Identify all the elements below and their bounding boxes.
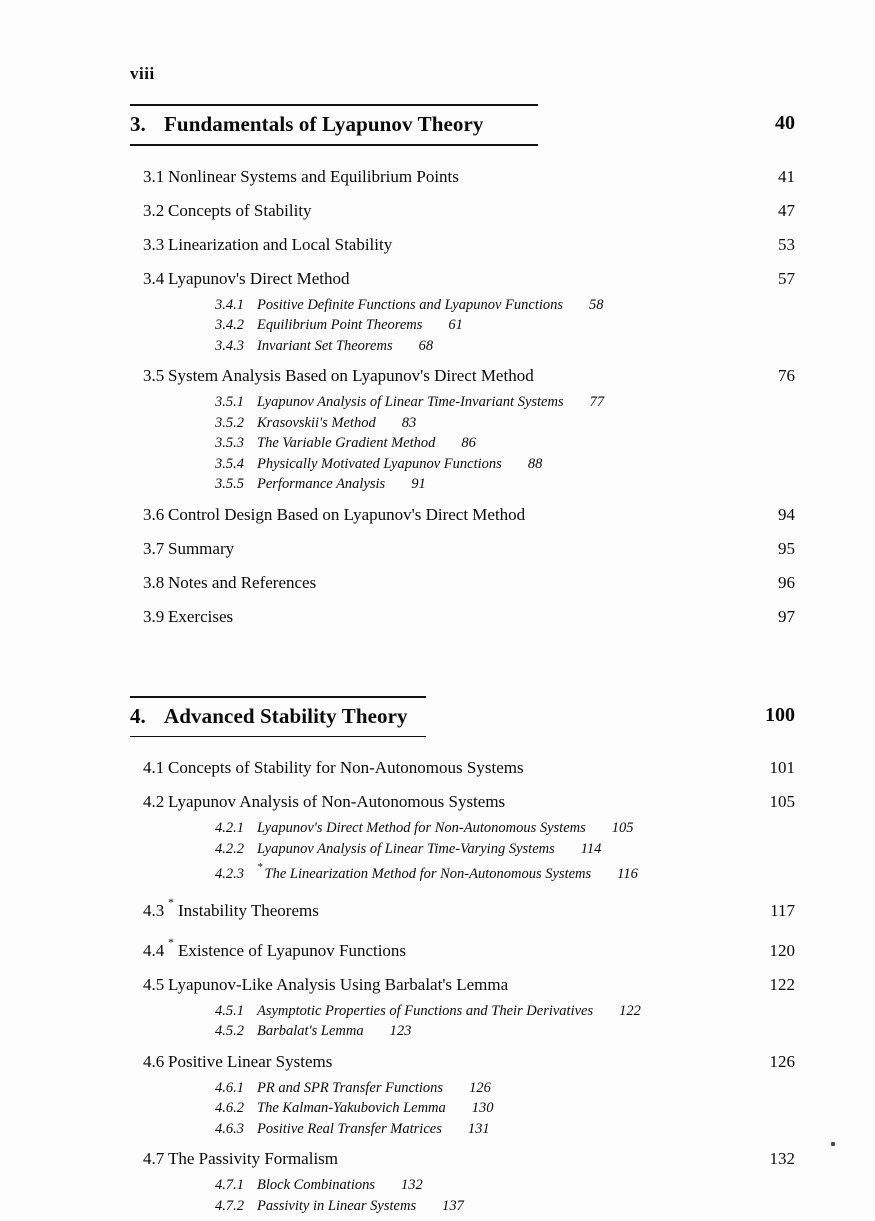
- subsection-number: 4.6.3: [215, 1120, 244, 1137]
- subsection-title-text: Equilibrium Point Theorems: [257, 317, 423, 333]
- chapter-title: Advanced Stability Theory: [164, 703, 408, 728]
- section-number: 4.2: [143, 792, 165, 811]
- subsection-number: 3.4.2: [215, 317, 244, 333]
- toc-subsection-entry[interactable]: [130, 416, 795, 431]
- section-number: 3.9: [143, 606, 165, 626]
- subsection-title-text: Positive Real Transfer Matrices: [257, 1120, 442, 1137]
- toc-subsection-entry[interactable]: [130, 821, 795, 836]
- subsection-title: [257, 339, 393, 354]
- toc-subsection-entry[interactable]: [130, 1101, 795, 1116]
- section-number: 3.1: [143, 166, 165, 186]
- subsection-title: [257, 298, 563, 313]
- section-title: [168, 506, 725, 523]
- subsection-number: 3.5.3: [215, 435, 244, 451]
- toc-section-entry[interactable]: [130, 270, 795, 287]
- section-title-text: Lyapunov-Like Analysis Using Barbalat's Lemma: [168, 974, 509, 994]
- chapter-title: Fundamentals of Lyapunov Theory: [164, 112, 484, 136]
- subsection-title: [257, 821, 586, 836]
- toc-subsection-entry[interactable]: [130, 1122, 795, 1137]
- subsection-title-text: Positive Definite Functions and Lyapunov Functions: [257, 296, 564, 313]
- section-title: [168, 608, 725, 625]
- subsection-page-number: 132: [401, 1177, 423, 1193]
- section-number: 4.4: [143, 940, 165, 960]
- subsection-title-text: Lyapunov's Direct Method for Non-Autonomous Systems: [257, 820, 586, 836]
- toc-section-entry[interactable]: [130, 202, 795, 219]
- subsection-number: 3.5.4: [215, 455, 244, 472]
- subsection-title: [257, 1004, 593, 1019]
- section-title: [168, 367, 725, 384]
- subsection-number: 3.5.1: [215, 394, 244, 410]
- subsection-page-number: 130: [471, 1100, 494, 1116]
- section-page-number: 122: [769, 974, 795, 994]
- subsection-title: [257, 477, 385, 492]
- section-title: [168, 1053, 725, 1070]
- chapter-block: [130, 104, 795, 625]
- section-title: [168, 793, 725, 810]
- subsection-title-text: Block Combinations: [257, 1177, 376, 1193]
- section-page-number: 120: [769, 940, 795, 960]
- subsection-page-number: 116: [617, 866, 638, 882]
- toc-section-entry[interactable]: [130, 506, 795, 523]
- subsection-number: 4.7.1: [215, 1177, 244, 1193]
- subsection-page-number: 86: [461, 435, 476, 451]
- subsection-title: [257, 1081, 443, 1096]
- section-number: 4.5: [143, 974, 165, 994]
- subsection-title-text: Barbalat's Lemma: [257, 1023, 364, 1039]
- section-title: [168, 896, 725, 919]
- subsection-page-number: 68: [418, 337, 434, 354]
- subsection-number: 4.2.2: [215, 840, 244, 857]
- toc-subsection-entry[interactable]: [130, 862, 795, 882]
- section-title: [168, 1150, 725, 1167]
- toc-subsection-entry[interactable]: [130, 1024, 795, 1039]
- section-title: [168, 976, 725, 993]
- subsection-page-number: 137: [442, 1197, 464, 1214]
- subsection-title: [257, 862, 591, 882]
- subsection-title-text: The Kalman-Yakubovich Lemma: [257, 1100, 446, 1116]
- chapter-number: 4.: [130, 703, 146, 728]
- toc-section-entry[interactable]: [130, 976, 795, 993]
- section-number: 3.3: [143, 234, 165, 254]
- section-title-text: The Passivity Formalism: [168, 1149, 338, 1168]
- subsection-page-number: 77: [589, 394, 605, 410]
- section-list: [130, 168, 795, 625]
- section-number: 3.4: [143, 268, 165, 288]
- section-title: [168, 270, 725, 287]
- toc-subsection-entry[interactable]: [130, 477, 795, 492]
- toc-section-entry[interactable]: [130, 608, 795, 625]
- section-title-text: Linearization and Local Stability: [168, 234, 393, 254]
- chapter-rule-bottom: [130, 144, 538, 146]
- section-page-number: 76: [778, 366, 795, 385]
- section-number: 3.2: [143, 200, 165, 220]
- subsection-number: 4.7.2: [215, 1197, 244, 1214]
- section-number: 4.1: [143, 758, 165, 777]
- section-list: [130, 759, 795, 1213]
- section-page-number: 41: [778, 166, 795, 186]
- chapter-heading-box: [130, 104, 538, 146]
- section-number: 3.7: [143, 538, 165, 558]
- section-number: 3.8: [143, 572, 165, 592]
- subsection-title: [257, 1101, 446, 1116]
- section-page-number: 53: [778, 234, 795, 254]
- subsection-number: 4.6.2: [215, 1100, 244, 1116]
- subsection-title-text: Invariant Set Theorems: [257, 337, 393, 354]
- subsection-page-number: 122: [619, 1002, 641, 1019]
- scan-artifact-speck: [831, 1142, 835, 1146]
- toc-subsection-entry[interactable]: [130, 395, 795, 410]
- section-title-text: System Analysis Based on Lyapunov's Direct Method: [168, 366, 534, 385]
- starred-section-marker: *: [168, 894, 174, 909]
- subsection-title-text: Lyapunov Analysis of Linear Time-Varying Systems: [257, 840, 555, 857]
- subsection-number: 3.5.2: [215, 414, 244, 431]
- subsection-title: [257, 416, 376, 431]
- subsection-title-text: Lyapunov Analysis of Linear Time-Invariant Systems: [257, 394, 564, 410]
- subsection-title-text: The Variable Gradient Method: [257, 435, 436, 451]
- subsection-page-number: 131: [467, 1120, 490, 1137]
- toc-section-entry[interactable]: [130, 540, 795, 557]
- subsection-page-number: 114: [580, 840, 602, 857]
- toc-section-entry[interactable]: [130, 1150, 795, 1167]
- toc-section-entry[interactable]: [130, 236, 795, 253]
- toc-section-entry[interactable]: [130, 896, 795, 919]
- section-title: [168, 936, 725, 959]
- section-title-text: Control Design Based on Lyapunov's Direct Method: [168, 504, 526, 524]
- subsection-list: [130, 1004, 795, 1039]
- section-title-text: Concepts of Stability for Non-Autonomous Systems: [168, 758, 524, 777]
- subsection-title-text: Performance Analysis: [257, 476, 386, 492]
- subsection-title: [257, 1178, 375, 1193]
- section-title: [168, 202, 725, 219]
- table-of-contents: [130, 104, 795, 1221]
- section-page-number: 105: [769, 792, 795, 811]
- subsection-title: [257, 318, 422, 333]
- toc-subsection-entry[interactable]: [130, 339, 795, 354]
- section-number: 4.6: [143, 1051, 165, 1071]
- toc-subsection-entry[interactable]: [130, 1199, 795, 1214]
- section-title: [168, 236, 725, 253]
- section-number: 4.7: [143, 1149, 165, 1168]
- section-title-text: Exercises: [168, 606, 234, 626]
- subsection-page-number: 123: [389, 1023, 412, 1039]
- section-title-text: Instability Theorems: [178, 900, 319, 920]
- chapter-rule-bottom: [130, 736, 426, 738]
- section-page-number: 95: [778, 538, 795, 558]
- toc-section-entry[interactable]: [130, 759, 795, 776]
- chapter-page-number: 40: [775, 112, 795, 134]
- subsection-list: [130, 298, 795, 354]
- subsection-number: 4.5.1: [215, 1002, 244, 1019]
- toc-section-entry[interactable]: [130, 367, 795, 384]
- section-page-number: 94: [778, 504, 795, 524]
- subsection-list: [130, 395, 795, 492]
- subsection-list: [130, 821, 795, 882]
- section-title-text: Lyapunov Analysis of Non-Autonomous Systems: [168, 792, 506, 811]
- subsection-number: 4.2.3: [215, 866, 244, 882]
- subsection-title-text: Krasovskii's Method: [257, 414, 376, 431]
- toc-section-entry[interactable]: [130, 168, 795, 185]
- section-number: 3.6: [143, 504, 165, 524]
- subsection-title-text: Asymptotic Properties of Functions and Their Derivatives: [257, 1002, 594, 1019]
- section-title: [168, 540, 725, 557]
- section-page-number: 47: [778, 200, 795, 220]
- chapter-heading[interactable]: [130, 106, 538, 144]
- subsection-title: [257, 842, 555, 857]
- section-title-text: Summary: [168, 538, 235, 558]
- subsection-title: [257, 1122, 442, 1137]
- toc-subsection-entry[interactable]: [130, 1004, 795, 1019]
- section-page-number: 57: [778, 268, 795, 288]
- starred-subsection-marker: *: [257, 861, 263, 873]
- chapter-block: [130, 696, 795, 1214]
- section-title: [168, 168, 725, 185]
- subsection-title: [257, 436, 435, 451]
- subsection-page-number: 83: [401, 414, 417, 431]
- section-page-number: 96: [778, 572, 795, 592]
- toc-subsection-entry[interactable]: [130, 457, 795, 472]
- toc-subsection-entry[interactable]: [130, 318, 795, 333]
- section-title-text: Existence of Lyapunov Functions: [178, 940, 407, 960]
- section-title-text: Lyapunov's Direct Method: [168, 268, 350, 288]
- subsection-page-number: 126: [469, 1079, 491, 1096]
- toc-section-entry[interactable]: [130, 574, 795, 591]
- toc-section-entry[interactable]: [130, 1053, 795, 1070]
- section-title: [168, 574, 725, 591]
- chapter-page-number: 100: [765, 703, 795, 726]
- toc-subsection-entry[interactable]: [130, 1178, 795, 1193]
- subsection-title: [257, 395, 564, 410]
- toc-section-entry[interactable]: [130, 793, 795, 810]
- subsection-number: 3.4.3: [215, 337, 244, 354]
- chapter-number: 3.: [130, 112, 146, 136]
- starred-section-marker: *: [168, 934, 174, 949]
- subsection-title: [257, 1199, 416, 1214]
- section-number: 3.5: [143, 366, 165, 385]
- subsection-title-text: Passivity in Linear Systems: [257, 1197, 417, 1214]
- chapter-heading[interactable]: [130, 698, 426, 736]
- subsection-number: 4.5.2: [215, 1023, 244, 1039]
- section-page-number: 117: [770, 900, 795, 920]
- page-folio: viii: [130, 64, 155, 83]
- subsection-page-number: 88: [527, 455, 543, 472]
- section-title-text: Notes and References: [168, 572, 317, 592]
- subsection-page-number: 105: [611, 820, 634, 836]
- chapter-heading-box: [130, 696, 426, 738]
- subsection-title-text: Physically Motivated Lyapunov Functions: [257, 455, 502, 472]
- section-title-text: Concepts of Stability: [168, 200, 312, 220]
- subsection-number: 3.5.5: [215, 476, 244, 492]
- subsection-page-number: 58: [589, 296, 604, 313]
- subsection-list: [130, 1178, 795, 1213]
- section-page-number: 97: [778, 606, 795, 626]
- toc-subsection-entry[interactable]: [130, 1081, 795, 1096]
- toc-subsection-entry[interactable]: [130, 842, 795, 857]
- section-title-text: Positive Linear Systems: [168, 1051, 333, 1071]
- subsection-title-text: PR and SPR Transfer Functions: [257, 1079, 444, 1096]
- toc-section-entry[interactable]: [130, 936, 795, 959]
- subsection-title: [257, 457, 502, 472]
- subsection-number: 4.2.1: [215, 820, 244, 836]
- subsection-title: [257, 1024, 364, 1039]
- chapter-spacer: [130, 642, 795, 696]
- section-title-text: Nonlinear Systems and Equilibrium Points: [168, 166, 459, 186]
- subsection-list: [130, 1081, 795, 1137]
- section-title: [168, 759, 725, 776]
- subsection-number: 3.4.1: [215, 296, 244, 313]
- toc-subsection-entry[interactable]: [130, 436, 795, 451]
- section-page-number: 101: [769, 758, 795, 777]
- subsection-number: 4.6.1: [215, 1079, 244, 1096]
- subsection-page-number: 91: [411, 476, 426, 492]
- section-page-number: 126: [769, 1051, 795, 1071]
- subsection-title-text: The Linearization Method for Non-Autonomous Systems: [264, 866, 592, 882]
- section-number: 4.3: [143, 900, 165, 920]
- subsection-page-number: 61: [448, 317, 463, 333]
- section-page-number: 132: [769, 1149, 795, 1168]
- toc-subsection-entry[interactable]: [130, 298, 795, 313]
